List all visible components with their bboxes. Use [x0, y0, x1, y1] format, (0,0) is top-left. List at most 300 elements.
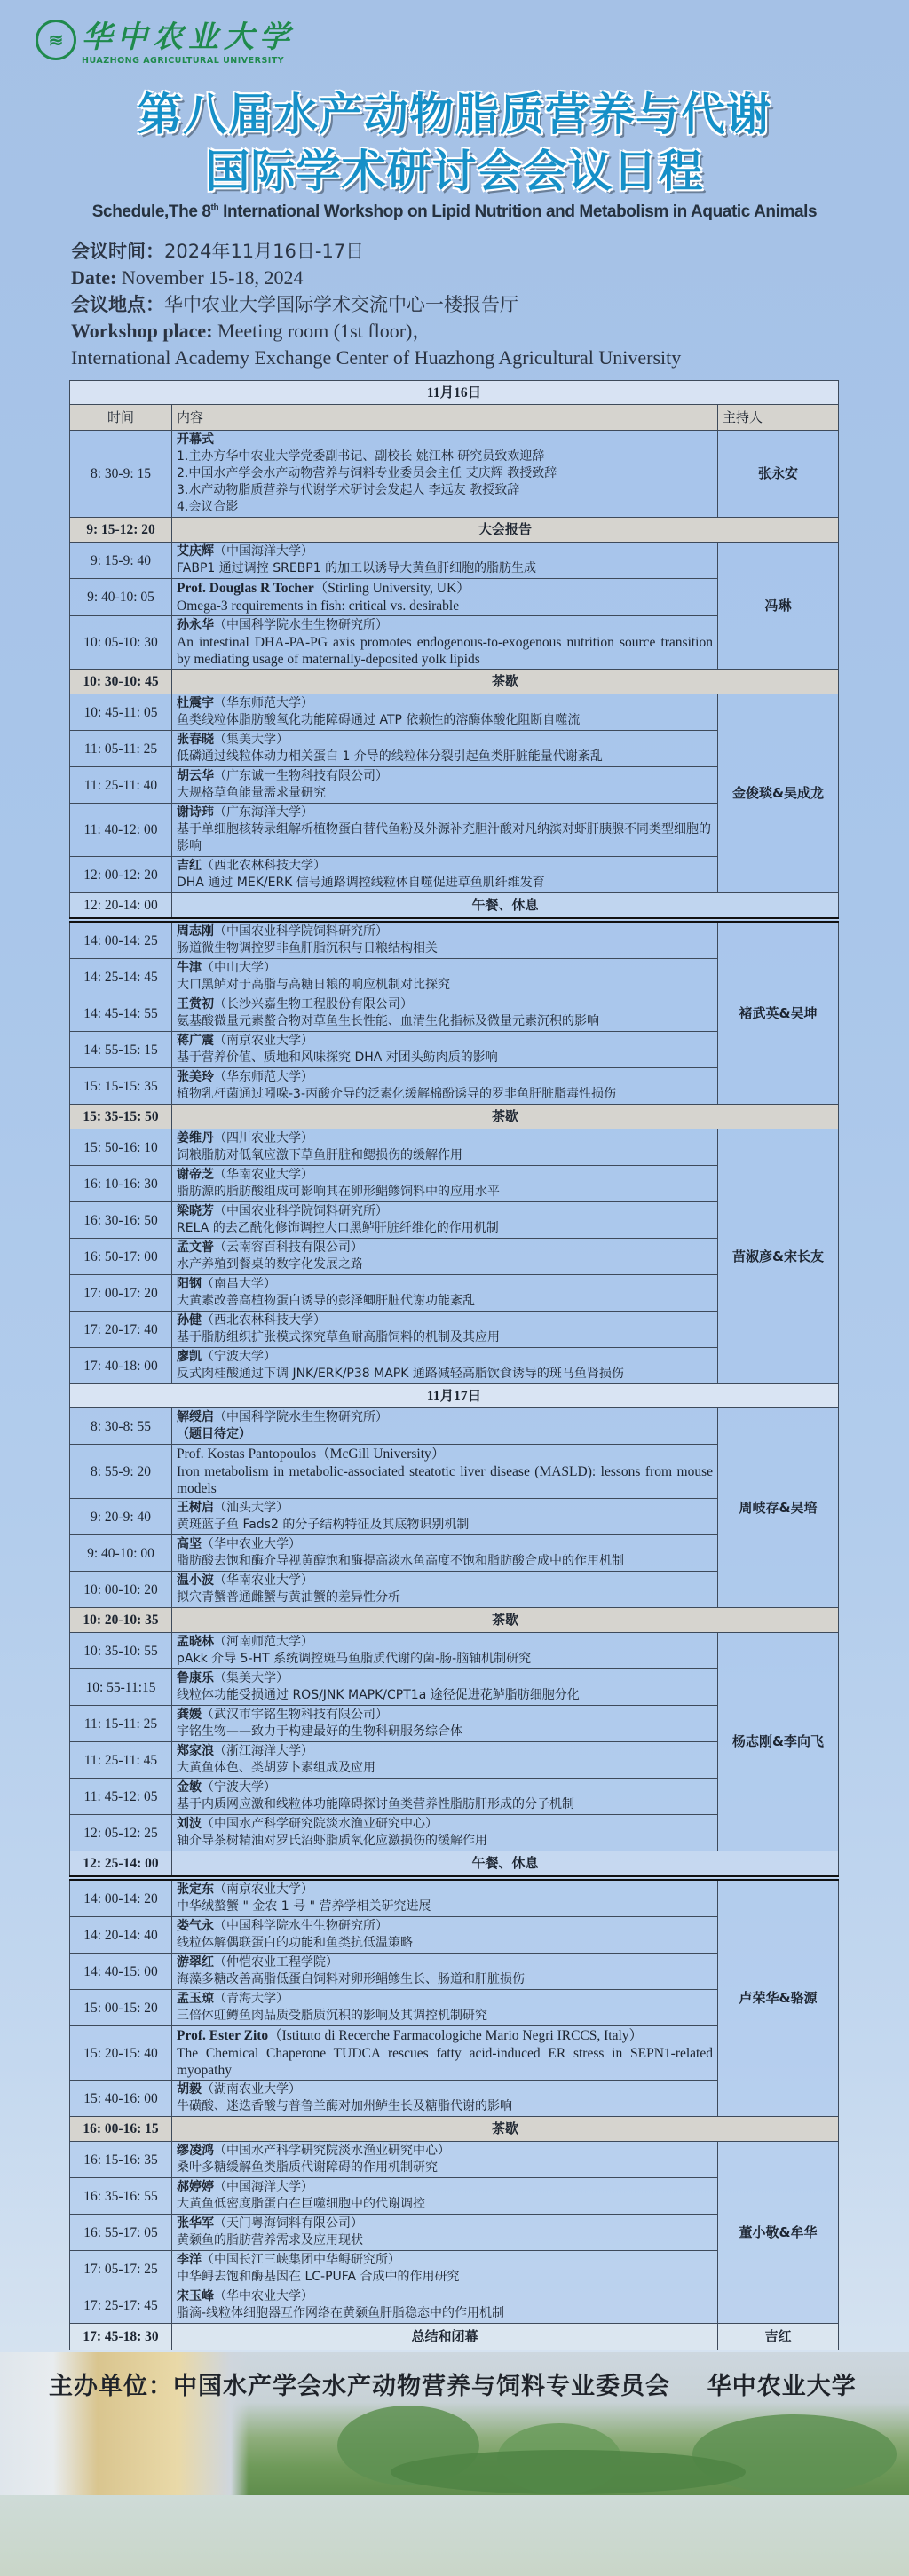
break-time: 10: 20-10: 35 [70, 1608, 172, 1633]
talk-title: 牛磺酸、迷迭香酸与普鲁兰酶对加州鲈生长及糖脂代谢的影响 [177, 2099, 512, 2113]
host-cell: 杨志刚&李向飞 [718, 1633, 839, 1851]
talk-content [172, 1990, 718, 2026]
talk-content [172, 1535, 718, 1572]
talk-title: 基于单细胞核转录组解析植物蛋白替代鱼粉及外源补充胆汁酸对凡纳滨对虾肝胰腺不同类型细胞的影响 [177, 822, 711, 853]
talk-title: 基于营养价值、质地和风味探究 DHA 对团头鲂肉质的影响 [177, 1050, 498, 1065]
speaker-affiliation: （Istituto di Recerche Farmacologiche Mario Negri IRCCS, Italy） [268, 2028, 644, 2043]
speaker-affiliation: （南昌大学） [202, 1277, 276, 1291]
talk-content [172, 2251, 718, 2287]
talk-speaker-line [177, 1918, 713, 1935]
organizers-label: 主办单位： [49, 2373, 173, 2400]
speaker-name: 张春晓 [177, 733, 214, 747]
talk-time: 8: 55-9: 20 [70, 1445, 172, 1499]
break-label: 茶歇 [172, 1105, 839, 1129]
talk-time: 14: 40-15: 00 [70, 1954, 172, 1990]
speaker-name: 谢诗玮 [177, 805, 214, 820]
break-time: 12: 20-14: 00 [70, 893, 172, 921]
talk-speaker-line [177, 1707, 713, 1724]
talk-row [70, 694, 839, 731]
speaker-affiliation: （中国水产科学研究院淡水渔业研究中心） [214, 2144, 450, 2158]
talk-content [172, 1445, 718, 1499]
talk-speaker-line [177, 1409, 713, 1426]
workshop-place-line2: International Academy Exchange Center of Huazhong Agricultural University [71, 346, 682, 369]
talk-time: 16: 10-16: 30 [70, 1166, 172, 1202]
speaker-name: 解绶启 [177, 1410, 214, 1424]
speaker-affiliation: （云南容百科技有限公司） [214, 1240, 363, 1255]
talk-speaker-line [177, 1349, 713, 1366]
schedule-table [69, 380, 839, 2350]
speaker-name: 鲁康乐 [177, 1671, 214, 1685]
talk-content [172, 694, 718, 731]
break-time: 16: 00-16: 15 [70, 2117, 172, 2142]
speaker-affiliation: （Stirling University, UK） [313, 581, 470, 596]
talk-content [172, 2287, 718, 2324]
talk-row [70, 1633, 839, 1669]
talk-time: 11: 15-11: 25 [70, 1706, 172, 1742]
talk-content [172, 1669, 718, 1706]
talk-speaker-line [177, 617, 713, 634]
talk-content [172, 1312, 718, 1348]
talk-time: 15: 50-16: 10 [70, 1129, 172, 1166]
talk-time: 17: 25-17: 45 [70, 2287, 172, 2324]
speaker-name: 郑家浪 [177, 1744, 214, 1758]
opening-item: 1.主办方华中农业大学党委副书记、副校长 姚江林 研究员致欢迎辞 [177, 449, 545, 464]
speaker-name: 缪凌鸿 [177, 2144, 214, 2158]
talk-title: 饲粮脂肪对低氧应激下草鱼肝脏和鳃损伤的缓解作用 [177, 1148, 462, 1162]
talk-row [70, 1129, 839, 1166]
host-cell: 金俊琰&吴成龙 [718, 694, 839, 893]
speaker-affiliation: （宁波大学） [202, 1780, 276, 1795]
speaker-name: 刘波 [177, 1817, 202, 1831]
talk-time: 12: 05-12: 25 [70, 1815, 172, 1851]
speaker-name: 胡云华 [177, 769, 214, 783]
talk-title: 线粒体功能受损通过 ROS/JNK MAPK/CPT1a 途径促进花鲈脂肪细胞分化 [177, 1688, 580, 1702]
speaker-affiliation: （天门粤海饲料有限公司） [214, 2216, 363, 2231]
talk-speaker-line [177, 1069, 713, 1086]
talk-title: RELA 的去乙酰化修饰调控大口黑鲈肝脏纤维化的作用机制 [177, 1221, 499, 1235]
talk-title: 大黄鱼体色、类胡萝卜素组成及应用 [177, 1761, 375, 1775]
talk-title: 三倍体虹鳟鱼肉品质受脂质沉积的影响及其调控机制研究 [177, 2009, 487, 2023]
speaker-name: 张定东 [177, 1882, 214, 1897]
talk-time: 16: 15-16: 35 [70, 2142, 172, 2178]
talk-speaker-line [177, 805, 713, 821]
talk-content [172, 579, 718, 616]
talk-speaker-line [177, 996, 713, 1013]
talk-content [172, 2178, 718, 2215]
talk-title: 轴介导茶树精油对罗氏沼虾脂质氧化应激损伤的缓解作用 [177, 1834, 487, 1848]
talk-title: Omega-3 requirements in fish: critical vs. desirable [177, 598, 460, 614]
talk-speaker-line [177, 1670, 713, 1687]
talk-time: 10: 00-10: 20 [70, 1572, 172, 1608]
talk-content [172, 2142, 718, 2178]
speaker-name: 孟文普 [177, 1240, 214, 1255]
talk-content [172, 2215, 718, 2251]
talk-content [172, 2081, 718, 2117]
talk-row [70, 1408, 839, 1445]
talk-time: 10: 05-10: 30 [70, 616, 172, 670]
talk-content [172, 1742, 718, 1779]
break-label: 茶歇 [172, 1608, 839, 1633]
talk-speaker-line [177, 1312, 713, 1329]
talk-speaker-line [177, 2027, 713, 2045]
opening-time: 8: 30-9: 15 [70, 431, 172, 518]
speaker-name: 孙永华 [177, 618, 214, 632]
talk-speaker-line [177, 695, 713, 712]
speaker-affiliation: （集美大学） [214, 1671, 289, 1685]
speaker-affiliation: （河南师范大学） [214, 1635, 313, 1649]
talk-time: 16: 35-16: 55 [70, 2178, 172, 2215]
talk-title: 反式肉桂酸通过下调 JNK/ERK/P38 MAPK 通路减轻高脂饮食诱导的斑马鱼肾损伤 [177, 1367, 624, 1381]
speaker-affiliation: （中国农业科学院饲料研究所） [214, 1204, 388, 1218]
talk-title: 中华鲟去饱和酶基因在 LC-PUFA 合成中的作用研究 [177, 2270, 460, 2284]
talk-content [172, 804, 718, 857]
speaker-name: 孟玉琼 [177, 1992, 214, 2006]
speaker-name: 孙健 [177, 1313, 202, 1328]
page-title-line1: 第八届水产动物脂质营养与代谢 [138, 89, 771, 140]
break-row [70, 670, 839, 694]
meeting-place-value: 华中农业大学国际学术交流中心一楼报告厅 [164, 294, 518, 315]
meeting-place [71, 291, 909, 318]
speaker-affiliation: （中国长江三峡集团中华鲟研究所） [202, 2253, 400, 2267]
talk-content [172, 1633, 718, 1669]
talk-speaker-line [177, 1500, 713, 1517]
speaker-name: 吉红 [177, 859, 202, 873]
campus-photo [0, 2352, 909, 2495]
speaker-name: 游翠红 [177, 1955, 214, 1970]
talk-speaker-line [177, 960, 713, 977]
talk-time: 14: 45-14: 55 [70, 995, 172, 1032]
talk-title: 脂肪源的脂肪酸组成可影响其在卵形鲳鲹饲料中的应用水平 [177, 1185, 500, 1199]
closing-label: 总结和闭幕 [172, 2324, 718, 2350]
talk-content [172, 1166, 718, 1202]
meeting-date-value: November 15-18, 2024 [116, 266, 304, 289]
talk-content [172, 1348, 718, 1384]
talk-speaker-line [177, 1816, 713, 1833]
speaker-name: 姜维丹 [177, 1131, 214, 1145]
talk-speaker-line [177, 1743, 713, 1760]
talk-time: 17: 00-17: 20 [70, 1275, 172, 1312]
talk-title: 肠道微生物调控罗非鱼肝脂沉积与日粮结构相关 [177, 941, 438, 955]
talk-time: 15: 15-15: 35 [70, 1068, 172, 1105]
talk-time: 14: 25-14: 45 [70, 959, 172, 995]
logo-name-zh: 华中农业大学 [82, 20, 295, 55]
talk-speaker-line [177, 1203, 713, 1220]
break-time: 12: 25-14: 00 [70, 1851, 172, 1879]
speaker-affiliation: （华南农业大学） [214, 1573, 313, 1588]
speaker-affiliation: （西北农林科技大学） [202, 859, 326, 873]
talk-time: 10: 55-11:15 [70, 1669, 172, 1706]
opening-content [172, 431, 718, 518]
break-time: 15: 35-15: 50 [70, 1105, 172, 1129]
talk-speaker-line [177, 1536, 713, 1553]
talk-time: 15: 20-15: 40 [70, 2026, 172, 2081]
talk-title: 植物乳杆菌通过吲哚-3-丙酸介导的泛素化缓解棉酚诱导的罗非鱼肝脏脂毒性损伤 [177, 1087, 617, 1101]
talk-content [172, 959, 718, 995]
speaker-name: 谢帝芝 [177, 1168, 214, 1182]
talk-time: 17: 40-18: 00 [70, 1348, 172, 1384]
talk-title: 大黄素改善高植物蛋白诱导的彭泽鲫肝脏代谢功能紊乱 [177, 1294, 475, 1308]
talk-time: 15: 00-15: 20 [70, 1990, 172, 2026]
talk-title: 脂肪酸去饱和酶介导视黄醇饱和酶提高淡水鱼高度不饱和脂肪酸合成中的作用机制 [177, 1554, 624, 1568]
talk-speaker-line [177, 1276, 713, 1293]
speaker-name: 金敏 [177, 1780, 202, 1795]
opening-item: 2.中国水产学会水产动物营养与饲料专业委员会主任 艾庆辉 教授致辞 [177, 466, 557, 480]
speaker-affiliation: （McGill University） [316, 1447, 446, 1462]
talk-content [172, 767, 718, 804]
break-row [70, 1851, 839, 1879]
talk-title: The Chemical Chaperone TUDCA rescues fatty acid-induced ER stress in SEPN1-related myopathy [177, 2046, 713, 2078]
column-header-content: 内容 [172, 405, 718, 431]
opening-title: 开幕式 [177, 432, 214, 447]
talk-title: 低磷通过线粒体动力相关蛋白 1 介导的线粒体分裂引起鱼类肝脏能量代谢紊乱 [177, 749, 603, 764]
meeting-time-value: 2024年11月16日-17日 [164, 241, 365, 262]
speaker-affiliation: （武汉市宇铭生物科技有限公司） [202, 1708, 388, 1722]
talk-speaker-line [177, 1954, 713, 1971]
talk-time: 11: 45-12: 05 [70, 1779, 172, 1815]
column-header-time: 时间 [70, 405, 172, 431]
opening-row [70, 431, 839, 518]
speaker-affiliation: （中国科学院水生生物研究所） [214, 1410, 388, 1424]
speaker-affiliation: （中国科学院水生生物研究所） [214, 618, 388, 632]
speaker-affiliation: （中国农业科学院饲料研究所） [214, 924, 388, 939]
speaker-affiliation: （中国水产科学研究院淡水渔业研究中心） [202, 1817, 438, 1831]
talk-content [172, 995, 718, 1032]
talk-time: 11: 05-11: 25 [70, 731, 172, 767]
talk-time: 14: 00-14: 20 [70, 1878, 172, 1917]
speaker-name: Prof. Ester Zito [177, 2028, 269, 2043]
break-row [70, 893, 839, 921]
talk-speaker-line [177, 1240, 713, 1256]
talk-content [172, 1878, 718, 1917]
break-label: 茶歇 [172, 2117, 839, 2142]
talk-time: 9: 15-9: 40 [70, 543, 172, 579]
talk-content [172, 1239, 718, 1275]
speaker-affiliation: （中国科学院水生生物研究所） [214, 1919, 388, 1933]
closing-row [70, 2324, 839, 2350]
workshop-place [71, 318, 909, 345]
talk-speaker-line [177, 1882, 713, 1898]
subtitle-sup: th [210, 202, 219, 213]
break-label: 午餐、休息 [172, 893, 839, 921]
speaker-name: 牛津 [177, 961, 202, 975]
talk-content [172, 1815, 718, 1851]
talk-content [172, 543, 718, 579]
speaker-affiliation: （宁波大学） [202, 1350, 276, 1364]
talk-speaker-line [177, 923, 713, 940]
speaker-affiliation: （中国海洋大学） [214, 544, 313, 559]
host-cell: 褚武英&吴坤 [718, 920, 839, 1105]
host-cell: 董小敬&牟华 [718, 2142, 839, 2324]
talk-title: 鱼类线粒体脂肪酸氧化功能障碍通过 ATP 依赖性的溶酶体酸化阻断自噬流 [177, 713, 581, 727]
talk-content [172, 731, 718, 767]
speaker-name: 胡毅 [177, 2082, 202, 2096]
talk-row [70, 2142, 839, 2178]
organizers [49, 2372, 857, 2402]
talk-title: An intestinal DHA-PA-PG axis promotes endogenous-to-exogenous nutrition source transition by mediating usage of maternally-deposited yolk lipids [177, 635, 713, 667]
talk-title: 大规格草鱼能量需求量研究 [177, 786, 326, 800]
talk-content [172, 1275, 718, 1312]
speaker-name: 廖凯 [177, 1350, 202, 1364]
talk-title: FABP1 通过调控 SREBP1 的加工以诱导大黄鱼肝细胞的脂肪生成 [177, 561, 537, 575]
workshop-place-value: Meeting room (1st floor)， [212, 320, 432, 342]
talk-speaker-line [177, 858, 713, 875]
speaker-affiliation: （仲恺农业工程学院） [214, 1955, 338, 1970]
column-header-row [70, 405, 839, 431]
talk-row [70, 920, 839, 959]
talk-time: 16: 55-17: 05 [70, 2215, 172, 2251]
speaker-name: 蒋广震 [177, 1034, 214, 1048]
talk-title: 水产养殖到餐桌的数字化发展之路 [177, 1257, 363, 1272]
logo-name-en: HUAZHONG AGRICULTURAL UNIVERSITY [82, 56, 285, 66]
host-cell: 张永安 [718, 431, 839, 518]
talk-title: 黄斑蓝子鱼 Fads2 的分子结构特征及其底物识别机制 [177, 1518, 470, 1532]
talk-time: 16: 50-17: 00 [70, 1239, 172, 1275]
talk-speaker-line [177, 2288, 713, 2305]
speaker-name: 娄气永 [177, 1919, 214, 1933]
speaker-name: 李洋 [177, 2253, 202, 2267]
talk-content [172, 1917, 718, 1954]
speaker-affiliation: （青海大学） [214, 1992, 289, 2006]
talk-speaker-line [177, 2081, 713, 2098]
page-subtitle [0, 201, 909, 224]
day-header-row [70, 381, 839, 405]
talk-time: 9: 40-10: 00 [70, 1535, 172, 1572]
speaker-name: 孟晓林 [177, 1635, 214, 1649]
subtitle-post: International Workshop on Lipid Nutrition and Metabolism in Aquatic Animals [218, 202, 818, 221]
talk-time: 15: 40-16: 00 [70, 2081, 172, 2117]
speaker-affiliation: （南京农业大学） [214, 1034, 313, 1048]
speaker-name: 温小波 [177, 1573, 214, 1588]
speaker-name: 张美玲 [177, 1070, 214, 1084]
talk-speaker-line [177, 1033, 713, 1050]
speaker-affiliation: （华南农业大学） [214, 1168, 313, 1182]
closing-host: 吉红 [718, 2324, 839, 2350]
day-date: 11月17日 [70, 1384, 839, 1408]
talk-content [172, 1954, 718, 1990]
talk-speaker-line [177, 1779, 713, 1796]
talk-time: 17: 20-17: 40 [70, 1312, 172, 1348]
host-cell: 周岐存&吴培 [718, 1408, 839, 1608]
speaker-affiliation: （湖南农业大学） [202, 2082, 301, 2096]
organizer-1: 中国水产学会水产动物营养与饲料专业委员会 [173, 2373, 670, 2400]
talk-speaker-line [177, 1130, 713, 1147]
opening-item: 3.水产动物脂质营养与代谢学术研讨会发起人 李远友 教授致辞 [177, 483, 520, 497]
talk-title: DHA 通过 MEK/ERK 信号通路调控线粒体自噬促进草鱼肌纤维发育 [177, 876, 545, 890]
talk-title: 脂滴-线粒体细胞器互作网络在黄颡鱼肝脂稳态中的作用机制 [177, 2306, 505, 2320]
speaker-name: 宋玉峰 [177, 2289, 214, 2303]
talk-title: 拟穴青蟹普通雌蟹与黄油蟹的差异性分析 [177, 1590, 400, 1605]
talk-content [172, 1779, 718, 1815]
talk-speaker-line [177, 768, 713, 785]
talk-speaker-line [177, 732, 713, 749]
talk-content [172, 1032, 718, 1068]
talk-speaker-line [177, 543, 713, 560]
talk-content [172, 2026, 718, 2081]
talk-content [172, 616, 718, 670]
speaker-affiliation: （长沙兴嘉生物工程股份有限公司） [214, 997, 413, 1011]
talk-speaker-line [177, 1167, 713, 1184]
talk-time: 11: 25-11: 45 [70, 1742, 172, 1779]
speaker-affiliation: （南京农业大学） [214, 1882, 313, 1897]
column-header-host: 主持人 [718, 405, 839, 431]
talk-content [172, 1499, 718, 1535]
talk-title: 宇铭生物——致力于构建最好的生物科研服务综合体 [177, 1724, 462, 1739]
talk-content [172, 1706, 718, 1742]
closing-time: 17: 45-18: 30 [70, 2324, 172, 2350]
talk-content [172, 1202, 718, 1239]
talk-speaker-line [177, 1446, 713, 1463]
meeting-time-label: 会议时间： [71, 241, 164, 262]
speaker-affiliation: （华东师范大学） [214, 696, 313, 710]
host-cell: 冯琳 [718, 543, 839, 670]
day-header-row [70, 1384, 839, 1408]
talk-speaker-line [177, 2179, 713, 2196]
speaker-name: 高坚 [177, 1537, 202, 1551]
talk-content [172, 857, 718, 893]
talk-speaker-line [177, 1634, 713, 1651]
speaker-name: 梁晓芳 [177, 1204, 214, 1218]
talk-speaker-line [177, 2143, 713, 2160]
speaker-affiliation: （华东师范大学） [214, 1070, 313, 1084]
meeting-date [71, 265, 909, 291]
speaker-affiliation: （华中农业大学） [202, 1537, 301, 1551]
speaker-affiliation: （浙江海洋大学） [214, 1744, 313, 1758]
speaker-name: 杜震宇 [177, 696, 214, 710]
talk-title: （题目待定） [177, 1427, 251, 1441]
talk-title: 大黄鱼低密度脂蛋白在巨噬细胞中的代谢调控 [177, 2197, 425, 2211]
talk-time: 11: 25-11: 40 [70, 767, 172, 804]
talk-row [70, 1878, 839, 1917]
opening-item: 4.会议合影 [177, 500, 239, 514]
talk-content [172, 1572, 718, 1608]
speaker-name: 王赏初 [177, 997, 214, 1011]
break-label: 大会报告 [172, 518, 839, 543]
talk-title: Iron metabolism in metabolic-associated steatotic liver disease (MASLD): lessons from mouse models [177, 1464, 713, 1496]
speaker-name: Prof. Kostas Pantopoulos [177, 1447, 317, 1462]
break-time: 10: 30-10: 45 [70, 670, 172, 694]
speaker-affiliation: （集美大学） [214, 733, 289, 747]
talk-row [70, 543, 839, 579]
host-cell: 卢荣华&骆源 [718, 1878, 839, 2117]
speaker-affiliation: （汕头大学） [214, 1501, 289, 1515]
talk-time: 9: 20-9: 40 [70, 1499, 172, 1535]
university-logo [36, 20, 909, 67]
speaker-name: 张华军 [177, 2216, 214, 2231]
talk-title: 海藻多糖改善高脂低蛋白饲料对卵形鲳鲹生长、肠道和肝脏损伤 [177, 1972, 525, 1986]
workshop-place-label: Workshop place: [71, 320, 213, 342]
speaker-name: Prof. Douglas R Tocher [177, 581, 314, 596]
meeting-date-label: Date: [71, 266, 117, 289]
host-cell: 苗淑彦&宋长友 [718, 1129, 839, 1384]
speaker-name: 郝婷婷 [177, 2180, 214, 2194]
break-row [70, 2117, 839, 2142]
talk-content [172, 1068, 718, 1105]
talk-content [172, 920, 718, 959]
meeting-place-label: 会议地点： [71, 294, 164, 315]
speaker-name: 王树启 [177, 1501, 214, 1515]
speaker-name: 艾庆辉 [177, 544, 214, 559]
talk-time: 14: 00-14: 25 [70, 920, 172, 959]
talk-time: 11: 40-12: 00 [70, 804, 172, 857]
speaker-name: 龚媛 [177, 1708, 202, 1722]
break-row [70, 1105, 839, 1129]
break-row [70, 518, 839, 543]
meeting-info [71, 238, 909, 371]
speaker-affiliation: （华中农业大学） [214, 2289, 313, 2303]
talk-speaker-line [177, 2252, 713, 2269]
day-date: 11月16日 [70, 381, 839, 405]
talk-title: 桑叶多糖缓解鱼类脂质代谢障碍的作用机制研究 [177, 2160, 438, 2175]
